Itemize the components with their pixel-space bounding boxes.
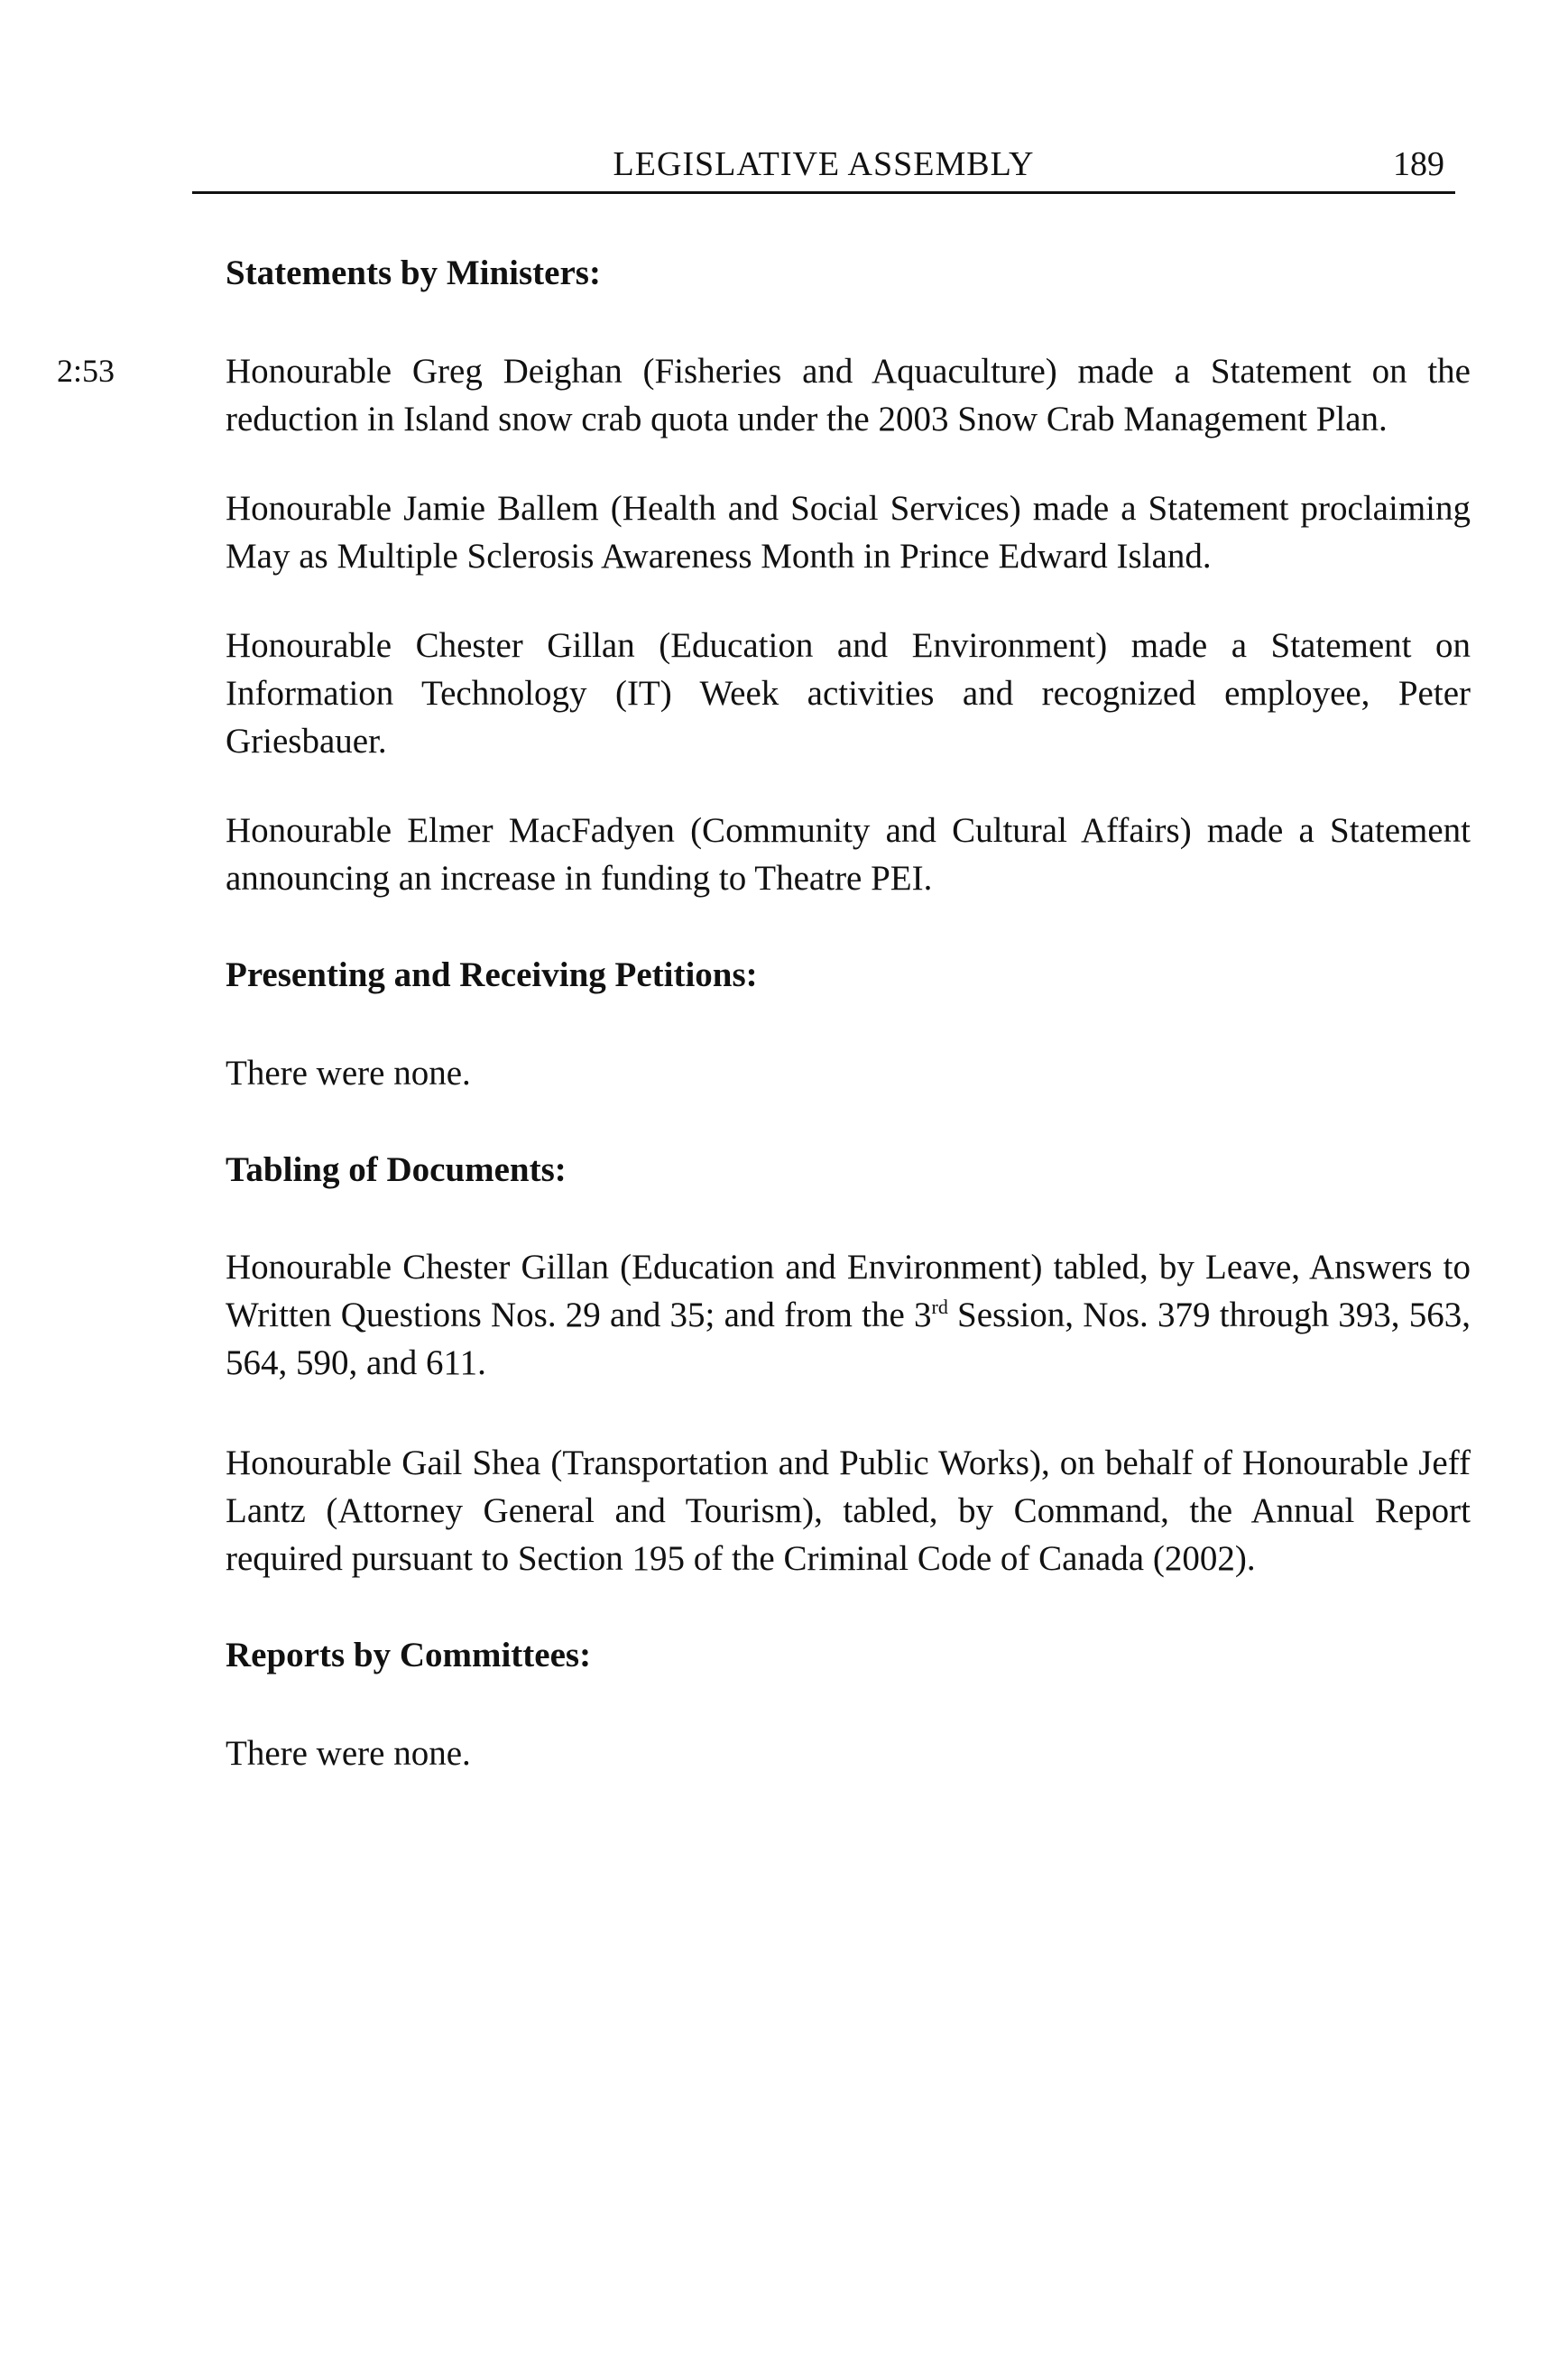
petitions-text: There were none. bbox=[226, 1053, 471, 1093]
tabling-text-part2: Session, Nos. 379 through 393, 563, 564, 590, and 611. bbox=[226, 1296, 1471, 1383]
section-heading-tabling: Tabling of Documents: bbox=[226, 1149, 567, 1189]
section-heading-statements: Statements by Ministers: bbox=[226, 254, 601, 292]
statement-text: Honourable Greg Deighan (Fisheries and Aquaculture) made a Statement on the reduction in Island snow crab quota under the 2003 Snow Crab Management Plan. bbox=[226, 351, 1471, 438]
tabling-paragraph bbox=[226, 1243, 1471, 1387]
page-header bbox=[192, 144, 1455, 194]
page-content bbox=[57, 253, 1471, 1830]
statement-paragraph: Honourable Elmer MacFadyen (Community and Cultural Affairs) made a Statement announcing an increase in funding to Theatre PEI. bbox=[226, 810, 1471, 898]
section-heading-petitions: Presenting and Receiving Petitions: bbox=[226, 955, 758, 994]
statement-paragraph: Honourable Jamie Ballem (Health and Social Services) made a Statement proclaiming May as Multiple Sclerosis Awareness Month in Prince Edward Island. bbox=[226, 488, 1471, 576]
statement-paragraph bbox=[57, 347, 1471, 443]
time-marker: 2:53 bbox=[57, 352, 115, 389]
tabling-paragraph: Honourable Gail Shea (Transportation and Public Works), on behalf of Honourable Jeff Lantz (Attorney General and Tourism), tabled, by Command, the Annual Report required pursuant to Section 195 of the Criminal Code of Canada (2002). bbox=[226, 1444, 1471, 1579]
committees-text: There were none. bbox=[226, 1734, 471, 1774]
tabling-text-part1: Honourable Chester Gillan (Education and Environment) tabled, by Leave, Answers to Written Questions Nos. 29 and 35; and from the 3 bbox=[226, 1248, 1471, 1335]
statement-paragraph: Honourable Chester Gillan (Education and Environment) made a Statement on Information Technology (IT) Week activities and recognized employee, Peter Griesbauer. bbox=[226, 625, 1471, 761]
header-title: LEGISLATIVE ASSEMBLY bbox=[613, 145, 1035, 183]
section-heading-committees: Reports by Committees: bbox=[226, 1636, 592, 1675]
ordinal-suffix: rd bbox=[931, 1296, 948, 1319]
page-number: 189 bbox=[1393, 145, 1444, 183]
